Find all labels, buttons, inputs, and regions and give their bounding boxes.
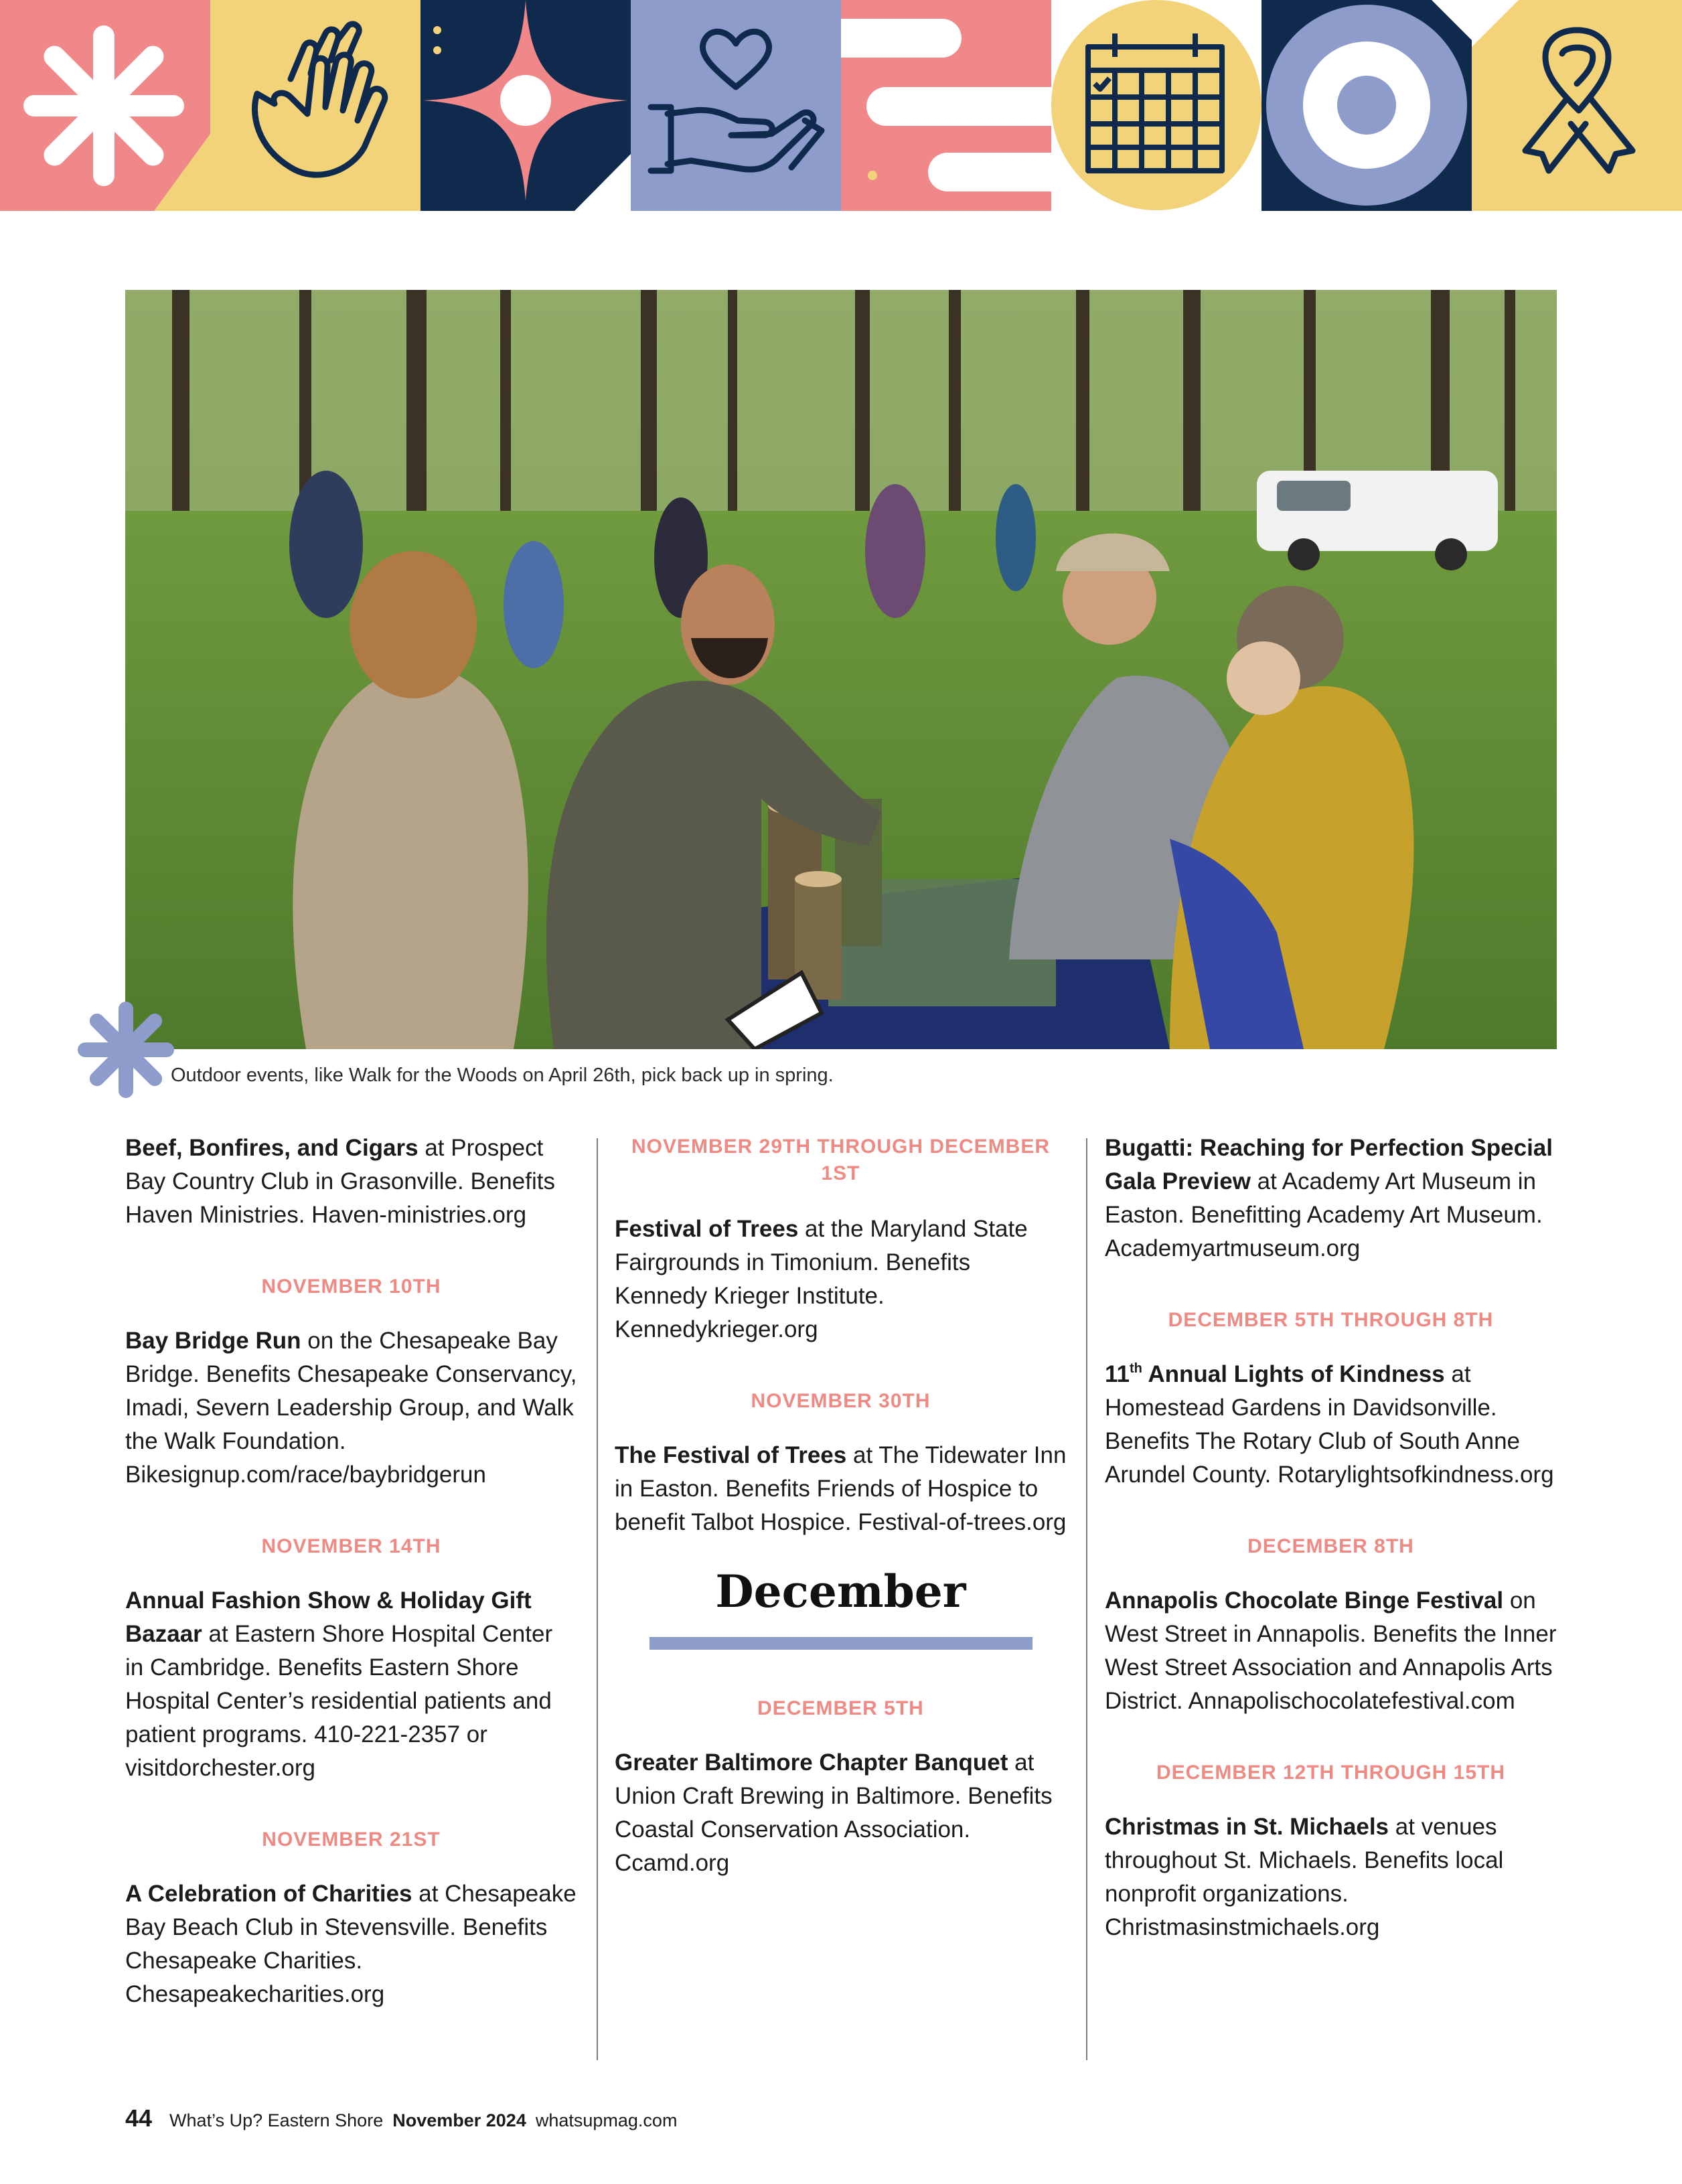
- event-date: NOVEMBER 21ST: [262, 1828, 441, 1851]
- listing-column-3: [1105, 1132, 1557, 1944]
- heart-hand-icon: [631, 0, 841, 211]
- asterisk-icon: [76, 1000, 176, 1100]
- event-entry: [1105, 1810, 1557, 1944]
- event-entry: [615, 1213, 1067, 1346]
- flower-icon: [0, 0, 210, 211]
- calendar-icon: [1051, 0, 1262, 211]
- target-tile: [1262, 0, 1472, 211]
- event-entry: [1105, 1358, 1557, 1492]
- event-title: Bay Bridge Run: [125, 1328, 301, 1354]
- star-tile: [420, 0, 631, 211]
- publication-name: What’s Up? Eastern Shore: [169, 2110, 384, 2130]
- column-divider: [1086, 1138, 1087, 2060]
- event-title: Bugatti: Reaching for Perfection Special Gala Preview: [1105, 1135, 1553, 1194]
- event-details: at Homestead Gardens in Davidsonville. Benefits The Rotary Club of South Anne Arundel County. Rotarylightsofkindness.org: [1105, 1361, 1554, 1488]
- event-entry: [125, 1324, 577, 1492]
- event-details: at venues throughout St. Michaels. Benefits local nonprofit organizations. Christmasinstmichaels.org: [1105, 1814, 1504, 1940]
- event-details: at Academy Art Museum in Easton. Benefitting Academy Art Museum. Academyartmuseum.org: [1105, 1168, 1543, 1261]
- event-entry: [615, 1746, 1067, 1880]
- star-icon: [420, 0, 631, 211]
- event-details: on the Chesapeake Bay Bridge. Benefits Chesapeake Conservancy, Imadi, Severn Leadership Group, and Walk the Walk Foundation. Bikesignup.com/race/baybridgerun: [125, 1328, 577, 1488]
- stripes-pattern: [841, 0, 1051, 211]
- photo-caption: Outdoor events, like Walk for the Woods on April 26th, pick back up in spring.: [171, 1065, 834, 1086]
- event-details: at Prospect Bay Country Club in Grasonville. Benefits Haven Ministries. Haven-ministries.org: [125, 1135, 555, 1228]
- event-entry: [1105, 1132, 1557, 1265]
- event-entry: [125, 1877, 577, 2011]
- ribbon-icon: [1472, 0, 1682, 211]
- event-entry: [125, 1584, 577, 1785]
- event-entry: [1105, 1584, 1557, 1718]
- issue-date: November 2024: [392, 2110, 526, 2130]
- event-date: DECEMBER 5TH: [757, 1697, 924, 1719]
- event-entry: [125, 1132, 577, 1232]
- page-number: 44: [125, 2104, 153, 2132]
- target-icon: [1262, 0, 1472, 211]
- event-title: The Festival of Trees: [615, 1442, 847, 1468]
- event-date: DECEMBER 5TH THROUGH 8TH: [1168, 1309, 1494, 1331]
- event-title: Beef, Bonfires, and Cigars: [125, 1135, 418, 1161]
- event-title: A Celebration of Charities: [125, 1881, 412, 1907]
- listing-column-2: [615, 1134, 1067, 1880]
- ribbon-tile: [1472, 0, 1682, 211]
- calendar-tile: [1051, 0, 1262, 211]
- hands-tile: [210, 0, 420, 211]
- event-details: at Chesapeake Bay Beach Club in Stevensville. Benefits Chesapeake Charities. Chesapeakecharities.org: [125, 1881, 577, 2007]
- event-date: DECEMBER 12TH THROUGH 15TH: [1156, 1762, 1506, 1784]
- event-date: NOVEMBER 30TH: [751, 1390, 931, 1412]
- event-details: at Union Craft Brewing in Baltimore. Benefits Coastal Conservation Association. Ccamd.org: [615, 1749, 1053, 1876]
- flower-tile: [0, 0, 210, 211]
- listing-column-1: [125, 1132, 577, 2011]
- heart-hand-tile: [631, 0, 841, 211]
- hands-icon: [210, 0, 420, 211]
- event-title: Festival of Trees: [615, 1216, 799, 1242]
- event-entry: [615, 1439, 1067, 1539]
- event-photo: [125, 290, 1557, 1049]
- event-title-number: 11: [1105, 1361, 1130, 1387]
- decorative-banner: [0, 0, 1682, 211]
- event-title: Annapolis Chocolate Binge Festival: [1105, 1587, 1504, 1614]
- column-divider: [597, 1138, 598, 2060]
- event-title: Greater Baltimore Chapter Banquet: [615, 1749, 1008, 1776]
- event-date: NOVEMBER 10TH: [261, 1275, 441, 1298]
- event-photo-illustration: [125, 290, 1557, 1049]
- ordinal-suffix: th: [1130, 1361, 1142, 1376]
- month-heading: December: [715, 1565, 966, 1618]
- page-footer: [125, 2104, 677, 2132]
- month-underline: [649, 1637, 1033, 1650]
- event-details: on West Street in Annapolis. Benefits the Inner West Street Association and Annapolis Arts District. Annapolischocolatefestival.com: [1105, 1587, 1557, 1714]
- event-date: DECEMBER 8TH: [1247, 1535, 1414, 1557]
- event-details: at Eastern Shore Hospital Center in Cambridge. Benefits Eastern Shore Hospital Center’s residential patients and patient programs. 410-221-2357 or visitdorchester.org: [125, 1621, 553, 1781]
- event-title: Annual Fashion Show & Holiday Gift Bazaar: [125, 1587, 532, 1647]
- event-title: Annual Lights of Kindness: [1142, 1361, 1445, 1387]
- stripes-tile: [841, 0, 1051, 211]
- event-date: NOVEMBER 29TH THROUGH DECEMBER 1ST: [631, 1136, 1051, 1184]
- event-details: at the Maryland State Fairgrounds in Timonium. Benefits Kennedy Krieger Institute. Kennedykrieger.org: [615, 1216, 1028, 1342]
- event-details: at The Tidewater Inn in Easton. Benefits Friends of Hospice to benefit Talbot Hospice. Festival-of-trees.org: [615, 1442, 1067, 1535]
- website-url: whatsupmag.com: [535, 2110, 678, 2130]
- event-date: NOVEMBER 14TH: [261, 1535, 441, 1557]
- event-title: Christmas in St. Michaels: [1105, 1814, 1389, 1840]
